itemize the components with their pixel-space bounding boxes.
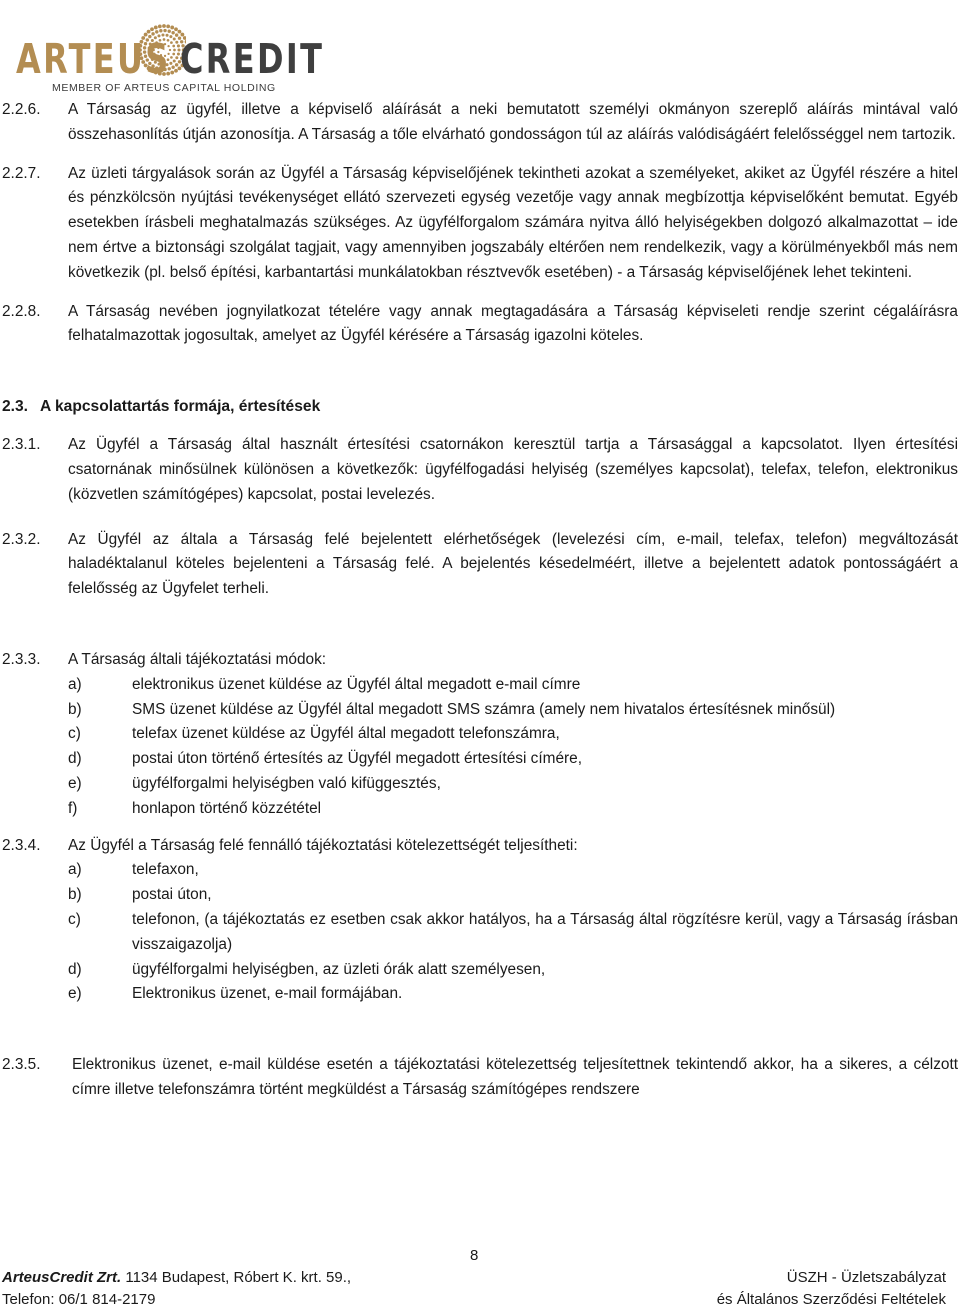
list-letter: e) <box>68 985 82 1003</box>
list-item-text: telefax üzenet küldése az Ügyfél által megadott telefonszámra, <box>132 725 560 743</box>
page-number: 8 <box>470 1247 479 1264</box>
notification-methods-list <box>68 673 958 822</box>
section-number: 2.3.2. <box>2 530 41 548</box>
footer-company-name: ArteusCredit Zrt. <box>2 1269 122 1286</box>
section-2-3-3 <box>0 648 960 673</box>
list-letter: e) <box>68 774 82 792</box>
list-item-text: ügyfélforgalmi helyiségben, az üzleti órák alatt személyesen, <box>132 960 546 978</box>
section-text: Elektronikus üzenet, e-mail küldése esetén a tájékoztatási kötelezettség teljesítettnek tekintendő akkor, ha a sikeres, a célzott címre illetve telefonszámra történt megküldést a Társaság számítógépes rendszere <box>72 1056 958 1098</box>
section-number: 2.3.4. <box>2 836 41 854</box>
list-letter: f) <box>68 799 78 817</box>
list-item <box>68 958 958 983</box>
list-item <box>68 883 958 908</box>
list-letter: d) <box>68 750 82 768</box>
section-text: Az Ügyfél az általa a Társaság felé bejelentett elérhetőségek (levelezési cím, e-mail, telefax, telefon) megváltozását haladéktalanul köteles bejelenteni a Társaság felé. A bejelentés késedelméért, illetve a bejelentett adatok pontosságáért a felelősség az Ügyfelet terheli. <box>68 530 958 598</box>
list-item-text: ügyfélforgalmi helyiségben való kifüggesztés, <box>132 774 441 792</box>
footer-company-info <box>2 1267 351 1311</box>
list-item <box>68 747 958 772</box>
section-2-2-6 <box>0 98 960 148</box>
list-item <box>68 908 958 958</box>
list-item-text: telefaxon, <box>132 861 199 879</box>
list-item-text: postai úton, <box>132 886 212 904</box>
heading-number: 2.3. <box>2 398 29 416</box>
section-text: Az Ügyfél a Társaság által használt értesítési csatornákon keresztül tartja a Társasággal a kapcsolatot. Ilyen értesítési csatornának minősülnek különösen a következők: ügyfélfogadási helyiség (személyes kapcsolat), telefax, telefon, elektronikus (közvetlen számítógépes) kapcsolat, postai levelezés. <box>68 436 958 503</box>
list-letter: a) <box>68 861 82 879</box>
section-number: 2.3.3. <box>2 650 41 668</box>
list-letter: c) <box>68 910 81 928</box>
section-text: A Társaság nevében jognyilatkozat tételére vagy annak megtagadására a Társaság képviseleti rendje szerint cégaláírásra felhatalmazottak jogosultak, amelyet az Ügyfél kérésére a Társaság igazolni köteles. <box>68 302 958 345</box>
section-2-3-5 <box>0 1053 960 1103</box>
section-text: A Társaság általi tájékoztatási módok: <box>68 650 327 668</box>
list-item-text: Elektronikus üzenet, e-mail formájában. <box>132 985 403 1003</box>
list-item <box>68 797 958 822</box>
list-item <box>68 772 958 797</box>
section-2-3-4 <box>0 834 960 859</box>
logo-word-credit: CREDIT <box>180 35 325 83</box>
arteus-credit-logo <box>16 14 325 96</box>
list-item-text: elektronikus üzenet küldése az Ügyfél által megadott e-mail címre <box>132 675 581 693</box>
page-footer <box>0 1245 960 1311</box>
list-item-text: postai úton történő értesítés az Ügyfél megadott értesítési címére, <box>132 750 582 768</box>
section-number: 2.3.5. <box>2 1056 41 1074</box>
list-item <box>68 698 958 723</box>
section-text: A Társaság az ügyfél, illetve a képviselő aláírását a neki bemutatott személyi okmányon szereplő aláírás mintával való összehasonlítás útján azonosítja. A Társaság a tőle elvárható gondosságon túl az aláírás valódiságáért felelősséggel nem tartozik. <box>68 101 958 143</box>
section-number: 2.2.7. <box>2 164 41 182</box>
list-letter: a) <box>68 675 82 693</box>
section-2-2-8 <box>0 300 960 350</box>
list-item-text: SMS üzenet küldése az Ügyfél által megadott SMS számra (amely nem hivatalos értesítésnek minősül) <box>132 700 836 718</box>
section-text: Az Ügyfél a Társaság felé fennálló tájékoztatási kötelezettségét teljesítheti: <box>68 836 578 854</box>
section-text: Az üzleti tárgyalások során az Ügyfél a Társaság képviselőjének tekintheti azokat a személyeket, akiket az Ügyfél részére a hitel és pénzkölcsön nyújtási tevékenységet ellátó szervezeti egység vezetője vagy annak megbízottja képviselőként bemutat. Egyéb esetekben írásbeli meghatalmazás szükséges. Az ügyfélforgalom számára nyitva álló helyiségekben dolgozó alkalmazottat – ide nem értve a biztonsági szolgálat tagjait, vagy amennyiben jogszabály eltérően nem rendelkezik, vagy a körülményekből más nem következik (pl. belső építési, karbantartási munkálatokban résztvevők esetében) - a Társaság képviselőjének lehet tekinteni. <box>68 164 958 281</box>
section-number: 2.2.6. <box>2 101 41 118</box>
list-letter: d) <box>68 960 82 978</box>
list-item <box>68 722 958 747</box>
footer-document-title <box>717 1267 946 1311</box>
list-item-text: telefonon, (a tájékoztatás ez esetben csak akkor hatályos, ha a Társaság által rögzítésre kerül, vagy a Társaság írásban visszaigazolja) <box>132 910 958 953</box>
list-letter: b) <box>68 886 82 904</box>
footer-doc-title-line1: ÜSZH - Üzletszabályzat <box>786 1269 946 1286</box>
list-item <box>68 982 958 1007</box>
list-letter: c) <box>68 725 81 743</box>
document-body <box>0 98 960 1103</box>
section-number: 2.3.1. <box>2 436 41 454</box>
section-2-2-7 <box>0 162 960 286</box>
list-item <box>68 858 958 883</box>
section-2-3-2 <box>0 528 960 602</box>
client-notification-list <box>68 858 958 1007</box>
footer-address: 1134 Budapest, Róbert K. krt. 59., <box>121 1269 352 1286</box>
section-2-3-1 <box>0 433 960 507</box>
section-number: 2.2.8. <box>2 302 41 320</box>
logo-tagline: MEMBER OF ARTEUS CAPITAL HOLDING <box>52 82 276 94</box>
heading-text: A kapcsolattartás formája, értesítések <box>40 398 321 416</box>
list-letter: b) <box>68 700 82 718</box>
list-item-text: honlapon történő közzététel <box>132 799 322 817</box>
list-item <box>68 673 958 698</box>
section-heading-2-3 <box>0 395 960 419</box>
footer-doc-title-line2: és Általános Szerződési Feltételek <box>716 1291 946 1308</box>
footer-phone: Telefon: 06/1 814-2179 <box>2 1291 156 1308</box>
logo-word-arteus: ARTEUS <box>16 35 171 83</box>
